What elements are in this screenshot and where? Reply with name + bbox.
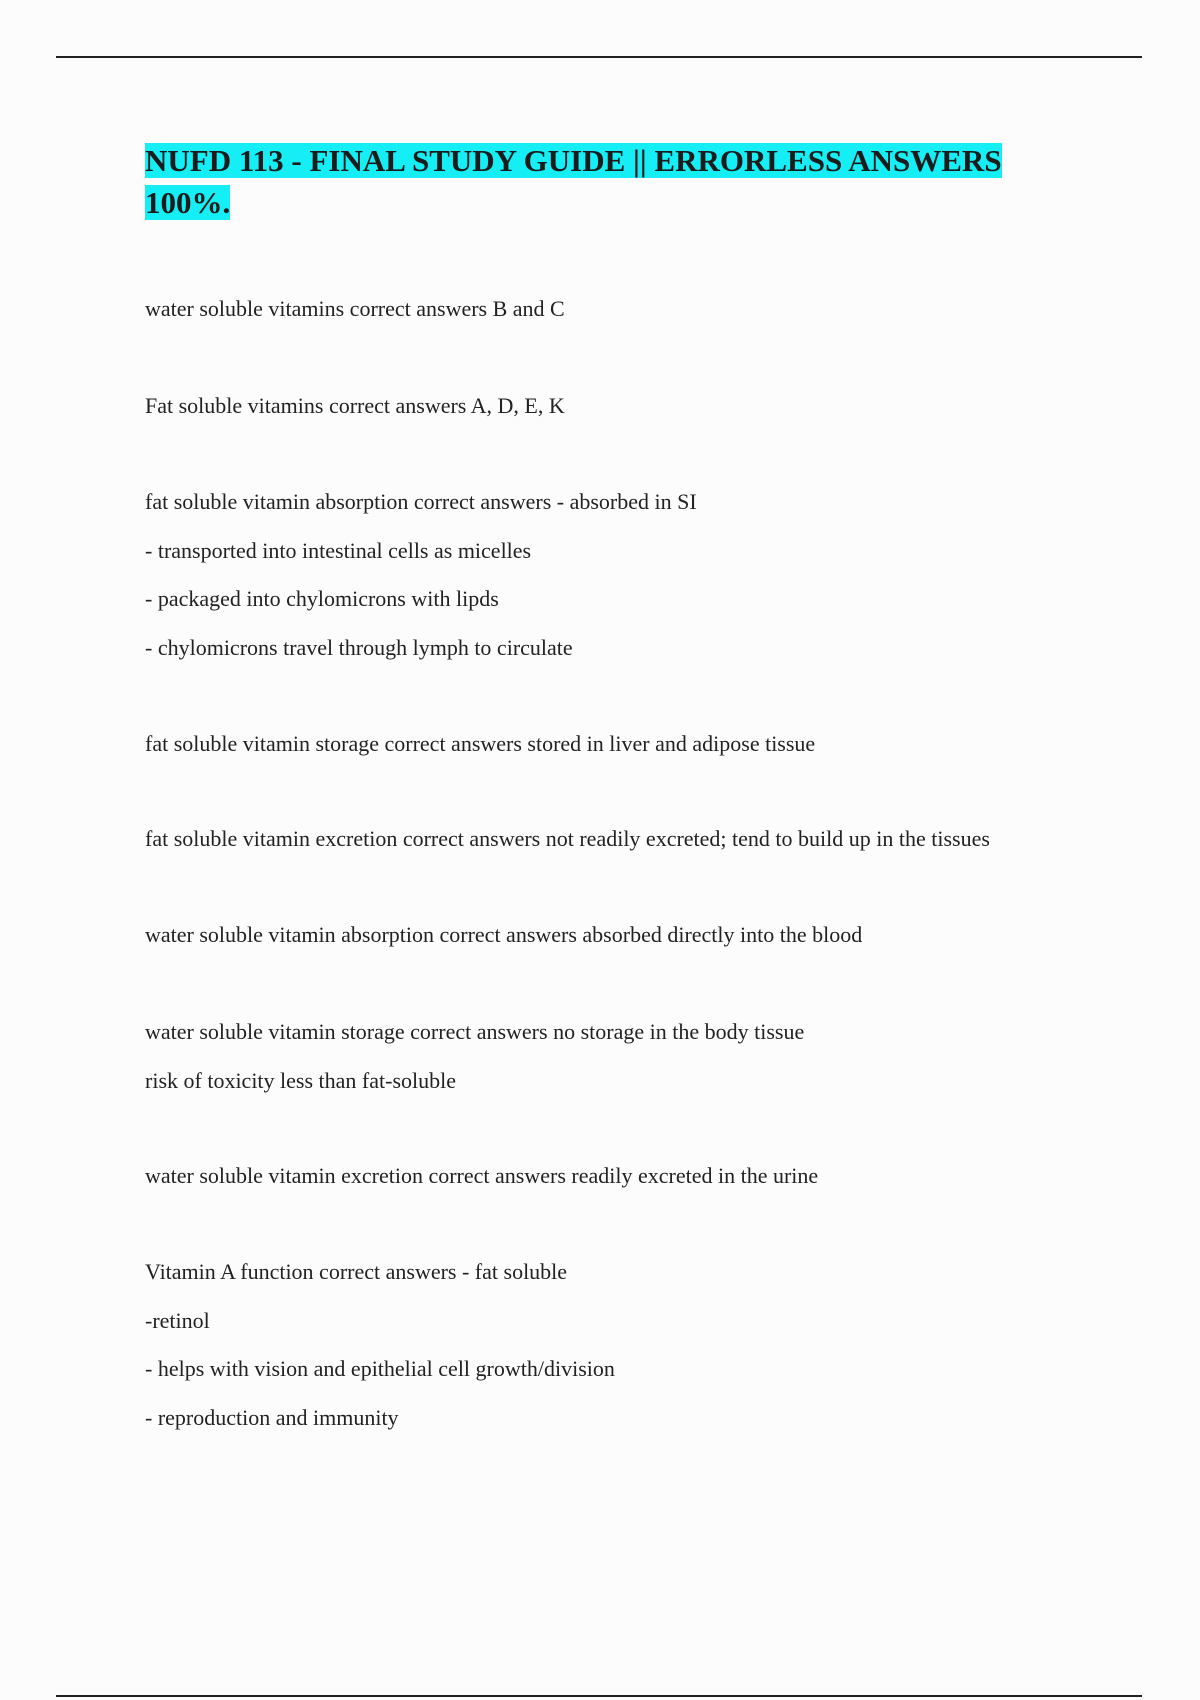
entry-vitamin-a-function	[145, 1248, 615, 1442]
entry-line: water soluble vitamins correct answers B and C	[145, 296, 565, 321]
entry-line: - transported into intestinal cells as micelles	[145, 537, 532, 563]
top-rule	[56, 56, 1142, 58]
entry-line: risk of toxicity less than fat-soluble	[145, 1067, 456, 1093]
entry-line: - packaged into chylomicrons with lipds	[145, 586, 499, 611]
entry-fat-soluble-absorption	[145, 478, 697, 672]
document-title	[145, 140, 1045, 224]
entry-fat-soluble-vitamins	[145, 382, 565, 431]
entry-line: - helps with vision and epithelial cell growth/division	[145, 1356, 615, 1381]
entry-line: fat soluble vitamin excretion correct answers not readily excreted; tend to build up in the tissues	[145, 826, 990, 851]
entry-fat-soluble-excretion	[145, 815, 990, 864]
entry-water-soluble-vitamins	[145, 285, 565, 334]
entry-line: - reproduction and immunity	[145, 1404, 399, 1430]
entry-line: water soluble vitamin excretion correct answers readily excreted in the urine	[145, 1163, 819, 1188]
entry-line: water soluble vitamin absorption correct answers absorbed directly into the blood	[145, 922, 863, 947]
entry-line: -retinol	[145, 1307, 210, 1333]
bottom-rule	[56, 1695, 1142, 1697]
entry-line: Vitamin A function correct answers - fat soluble	[145, 1259, 568, 1284]
entry-water-soluble-absorption	[145, 911, 862, 960]
entry-water-soluble-storage	[145, 1008, 804, 1105]
entry-line: fat soluble vitamin absorption correct answers - absorbed in SI	[145, 489, 697, 514]
document-title-text: NUFD 113 - FINAL STUDY GUIDE || ERRORLESS ANSWERS 100%.	[145, 143, 1002, 220]
entry-line: - chylomicrons travel through lymph to circulate	[145, 634, 573, 660]
entry-line: water soluble vitamin storage correct answers no storage in the body tissue	[145, 1019, 805, 1044]
entry-water-soluble-excretion	[145, 1152, 818, 1201]
entry-line: fat soluble vitamin storage correct answers stored in liver and adipose tissue	[145, 731, 816, 756]
entry-line: Fat soluble vitamins correct answers A, D, E, K	[145, 393, 565, 418]
entry-fat-soluble-storage	[145, 720, 815, 769]
